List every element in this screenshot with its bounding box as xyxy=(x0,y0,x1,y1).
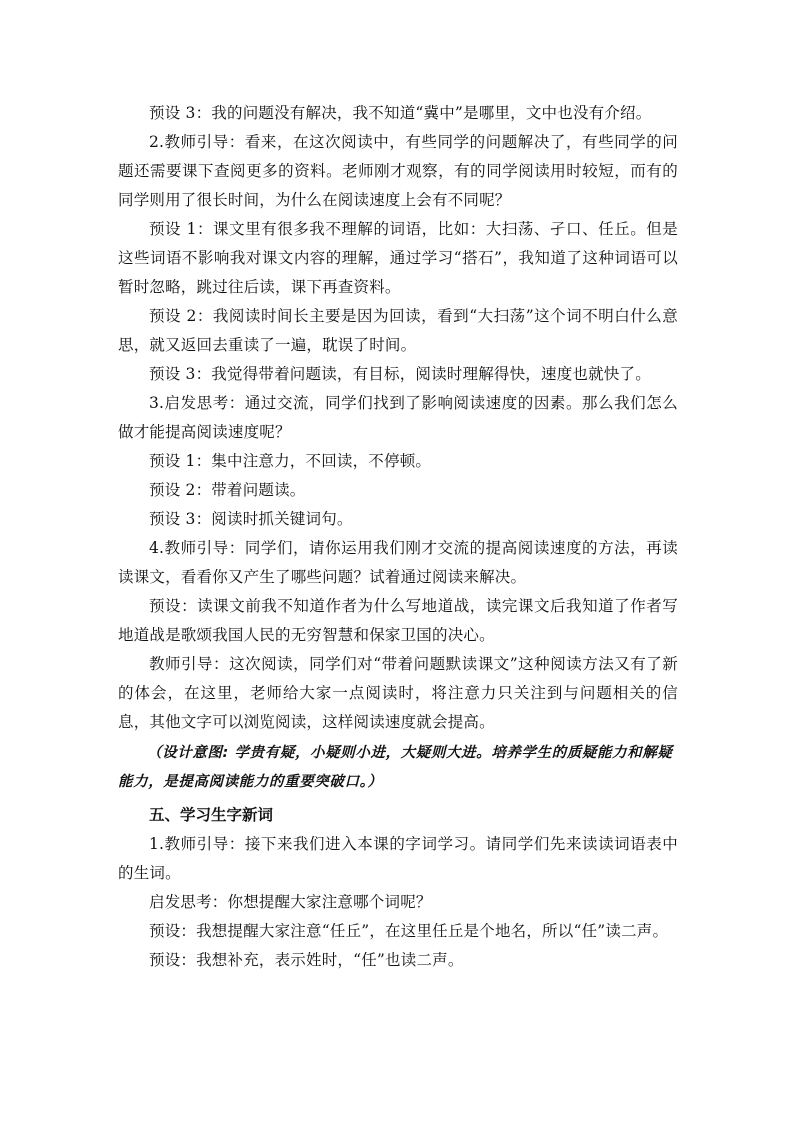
paragraph-preset-3-questions: 预设 3：我觉得带着问题读，有目标，阅读时理解得快，速度也就快了。 xyxy=(149,365,651,383)
paragraph-preset-2-rereading: 预设 2：我阅读时间长主要是因为回读，看到“大扫荡”这个词不明白什么意思，就又返回去重读了一遍，耽误了时间。 xyxy=(118,307,678,354)
design-intent-note xyxy=(118,739,678,797)
paragraph-inspire-thinking-3: 3.启发思考：通过交流，同学们找到了影响阅读速度的因素。那么我们怎么做才能提高阅读速度呢？ xyxy=(118,394,678,441)
paragraph-teacher-guide-vocab: 1.教师引导：接下来我们进入本课的字词学习。请同学们先来读读词语表中的生词。 xyxy=(118,835,678,882)
paragraph-preset-3-unresolved: 预设 3：我的问题没有解决，我不知道“冀中”是哪里，文中也没有介绍。 xyxy=(149,104,652,122)
design-intent-text: 学贵有疑，小疑则小进，大疑则大进。培养学生的质疑能力和解疑能力，是提高阅读能力的重要突破口。） xyxy=(118,745,673,790)
document-body xyxy=(118,99,678,975)
paragraph-preset-1-vocabulary: 预设 1：课文里有很多我不理解的词语，比如：大扫荡、孑口、任丘。但是这些词语不影响我对课文内容的理解，通过学习“搭石”，我知道了这种词语可以暂时忽略，跳过往后读，课下再查资料。 xyxy=(118,220,678,296)
paragraph-preset-surname: 预设：我想补充，表示姓时，“任”也读二声。 xyxy=(149,951,464,969)
paragraph-inspire-thinking-word: 启发思考：你想提醒大家注意哪个词呢？ xyxy=(149,893,432,911)
paragraph-preset-3-keywords: 预设 3：阅读时抓关键词句。 xyxy=(149,510,353,528)
paragraph-preset-2-with-questions: 预设 2：带着问题读。 xyxy=(149,481,306,499)
paragraph-teacher-guide-2: 2.教师引导：看来，在这次阅读中，有些同学的问题解决了，有些同学的问题还需要课下查阅更多的资料。老师刚才观察，有的同学阅读用时较短，而有的同学则用了很长时间，为什么在阅读速度上会有不同呢？ xyxy=(118,133,678,209)
paragraph-teacher-guide-4: 4.教师引导：同学们，请你运用我们刚才交流的提高阅读速度的方法，再读读课文，看看你又产生了哪些问题？试着通过阅读来解决。 xyxy=(118,539,678,586)
paragraph-preset-tunnel-war: 预设：读课文前我不知道作者为什么写地道战，读完课文后我知道了作者写地道战是歌颂我国人民的无穷智慧和保家卫国的决心。 xyxy=(118,597,678,644)
paragraph-teacher-guide-summary: 教师引导：这次阅读，同学们对“带着问题默读课文”这种阅读方法又有了新的体会，在这里，老师给大家一点阅读时，将注意力只关注到与问题相关的信息，其他文字可以浏览阅读，这样阅读速度就会提高。 xyxy=(118,655,678,731)
paragraph-preset-1-focus: 预设 1：集中注意力，不回读，不停顿。 xyxy=(149,452,432,470)
section-heading: 五、学习生字新词 xyxy=(149,806,274,824)
paragraph-preset-renqiu: 预设：我想提醒大家注意“任丘”，在这里任丘是个地名，所以“任”读二声。 xyxy=(149,922,669,940)
design-intent-label: （设计意图: xyxy=(147,745,229,761)
